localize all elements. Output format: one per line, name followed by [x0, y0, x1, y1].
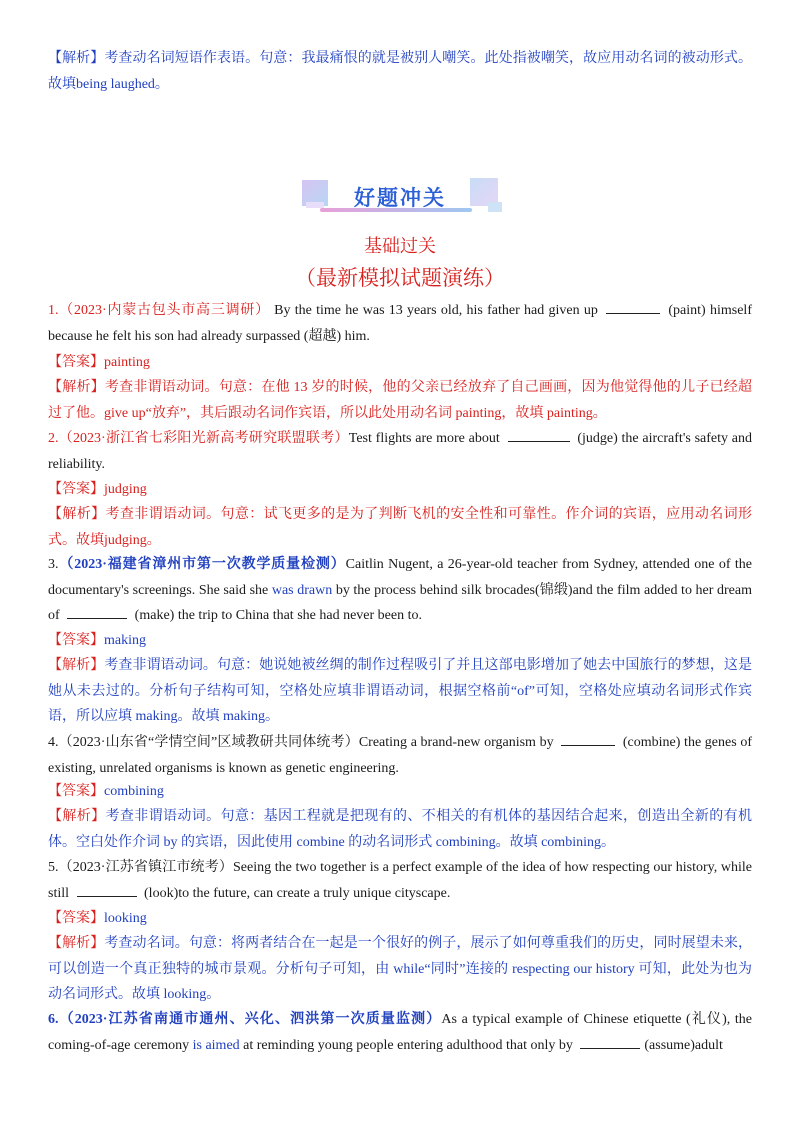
answer-2: [48, 477, 752, 503]
question-text: at reminding young people entering adulthood that only by: [239, 1037, 577, 1053]
question-source: （2023·江苏省南通市通州、兴化、泗洪第一次质量监测）: [58, 1012, 442, 1027]
question-text: the trip to China that she had never been to.: [174, 608, 422, 623]
question-text: by the process behind silk brocades(锦缎)and the film added to her dream of: [48, 582, 752, 623]
question-1: [48, 298, 752, 349]
analysis-label: 【解析】: [48, 658, 105, 673]
analysis-1: [48, 375, 752, 426]
question-number: 4.: [48, 735, 59, 750]
question-text: adult: [694, 1037, 723, 1053]
answer-text: making: [104, 633, 146, 648]
highlighted-phrase: was drawn: [271, 582, 333, 598]
question-text: Creating a brand-new organism by: [358, 735, 558, 750]
analysis-label: 【解析】: [48, 51, 105, 66]
answer-4: [48, 779, 752, 805]
question-text: the aircraft's safety and reliability.: [48, 431, 752, 472]
analysis-text: 考查非谓语动词。句意：试飞更多的是为了判断飞机的安全性和可靠性。作介词的宾语，应用动名词形式。故填judging。: [48, 507, 752, 548]
section-banner: [300, 176, 500, 216]
question-text: the genes of existing, unrelated organisms is known as genetic engineering.: [48, 735, 752, 776]
question-text: Caitlin Nugent, a 26-year-old teacher from Sydney, attended one of the documentary's screenings. She said she: [48, 557, 752, 598]
question-3: [48, 552, 752, 629]
question-text: As a typical example of Chinese etiquette (礼仪), the coming-of-age ceremony: [48, 1012, 752, 1053]
analysis-label: 【解析】: [48, 936, 105, 951]
question-hint: (combine): [622, 735, 681, 750]
analysis-text: 考查动名词短语作表语。句意：我最痛恨的就是被别人嘲笑。此处指被嘲笑，故应用动名词的被动形式。故填being laughed。: [48, 51, 752, 92]
question-source: （2023·江苏省镇江市统考）: [58, 860, 233, 875]
question-2: [48, 426, 752, 477]
section-subtitle: （最新模拟试题演练）: [295, 266, 505, 290]
answer-text: judging: [104, 482, 147, 497]
question-text: Seeing the two together is a perfect example of the idea of how respecting our history, while still: [48, 860, 752, 901]
section-title: 基础过关: [364, 236, 436, 256]
question-number: 6.: [48, 1012, 59, 1027]
answer-label: 【答案】: [48, 911, 104, 926]
analysis-text: 考查非谓语动词。句意：基因工程就是把现有的、不相关的有机体的基因结合起来，创造出全新的有机体。空白处作介词 by 的宾语，因此使用 combine 的动名词形式 combining。故填 combining。: [48, 809, 752, 850]
question-text: By the time he was 13 years old, his father had given up: [269, 303, 603, 318]
analysis-text: 考查非谓语动词。句意：在他 13 岁的时候，他的父亲已经放弃了自己画画，因为他觉得他的儿子已经超过了他。give up“放弃”，其后跟动名词作宾语，所以此处用动名词 painting，故填 painting。: [48, 380, 753, 421]
question-text: himself because he felt his son had already surpassed (超越) him.: [48, 303, 752, 344]
analysis-text: 考查非谓语动词。句意：她说她被丝绸的制作过程吸引了并且这部电影增加了她去中国旅行的梦想，这是她从未去过的。分析句子结构可知，空格处应填非谓语动词，根据空格前“of”可知，空格处应填动名词形式作宾语，所以应填 making。故填 making。: [48, 658, 752, 724]
highlighted-phrase: is aimed: [192, 1037, 240, 1053]
question-number: 2.: [48, 431, 59, 446]
question-text: to the future, can create a truly unique cityscape.: [178, 885, 451, 901]
question-source: （2023·山东省“学情空间”区域教研共同体统考）: [58, 735, 359, 750]
answer-1: [48, 350, 752, 376]
answer-blank[interactable]: [67, 604, 127, 619]
question-text: Test flights are more about: [348, 431, 504, 446]
question-hint: (make): [134, 608, 175, 623]
analysis-2: [48, 502, 752, 553]
answer-text: combining: [104, 784, 164, 799]
analysis-4: [48, 804, 752, 855]
analysis-label: 【解析】: [48, 809, 106, 824]
analysis-label: 【解析】: [48, 507, 106, 522]
question-source: （2023·内蒙古包头市高三调研）: [58, 303, 270, 318]
analysis-5: [48, 931, 752, 1008]
question-source: （2023·福建省漳州市第一次教学质量检测）: [58, 557, 346, 572]
question-5: [48, 855, 752, 906]
answer-text: painting: [104, 355, 150, 370]
banner-title: 好题冲关: [354, 186, 446, 210]
answer-blank[interactable]: [561, 731, 615, 746]
question-number: 3.: [48, 557, 59, 572]
question-number: 5.: [48, 860, 59, 875]
question-number: 1.: [48, 303, 59, 318]
answer-blank[interactable]: [606, 299, 660, 314]
analysis-text: 考查动名词。句意：将两者结合在一起是一个很好的例子，展示了如何尊重我们的历史，同时展望未来，可以创造一个真正独特的城市景观。分析句子可知，由 while“同时”连接的 respecting our history 可知，此处为也为动名词形式。故填 looking。: [48, 936, 752, 1002]
question-source: （2023·浙江省七彩阳光新高考研究联盟联考）: [58, 431, 349, 446]
question-hint: (look): [144, 885, 179, 901]
answer-label: 【答案】: [48, 633, 104, 648]
analysis-3: [48, 653, 752, 730]
answer-label: 【答案】: [48, 784, 104, 799]
question-hint: (judge): [577, 431, 618, 446]
intro-analysis: [48, 46, 752, 97]
answer-blank[interactable]: [580, 1034, 640, 1049]
answer-blank[interactable]: [508, 427, 570, 442]
question-6: [48, 1007, 752, 1058]
answer-5: [48, 906, 752, 932]
answer-label: 【答案】: [48, 355, 104, 370]
question-4: [48, 730, 752, 781]
answer-3: [48, 628, 752, 654]
answer-text: looking: [104, 911, 147, 926]
answer-blank[interactable]: [77, 882, 137, 897]
analysis-label: 【解析】: [48, 380, 105, 395]
question-hint: (assume): [644, 1037, 695, 1053]
answer-label: 【答案】: [48, 482, 104, 497]
question-hint: (paint): [668, 303, 706, 318]
